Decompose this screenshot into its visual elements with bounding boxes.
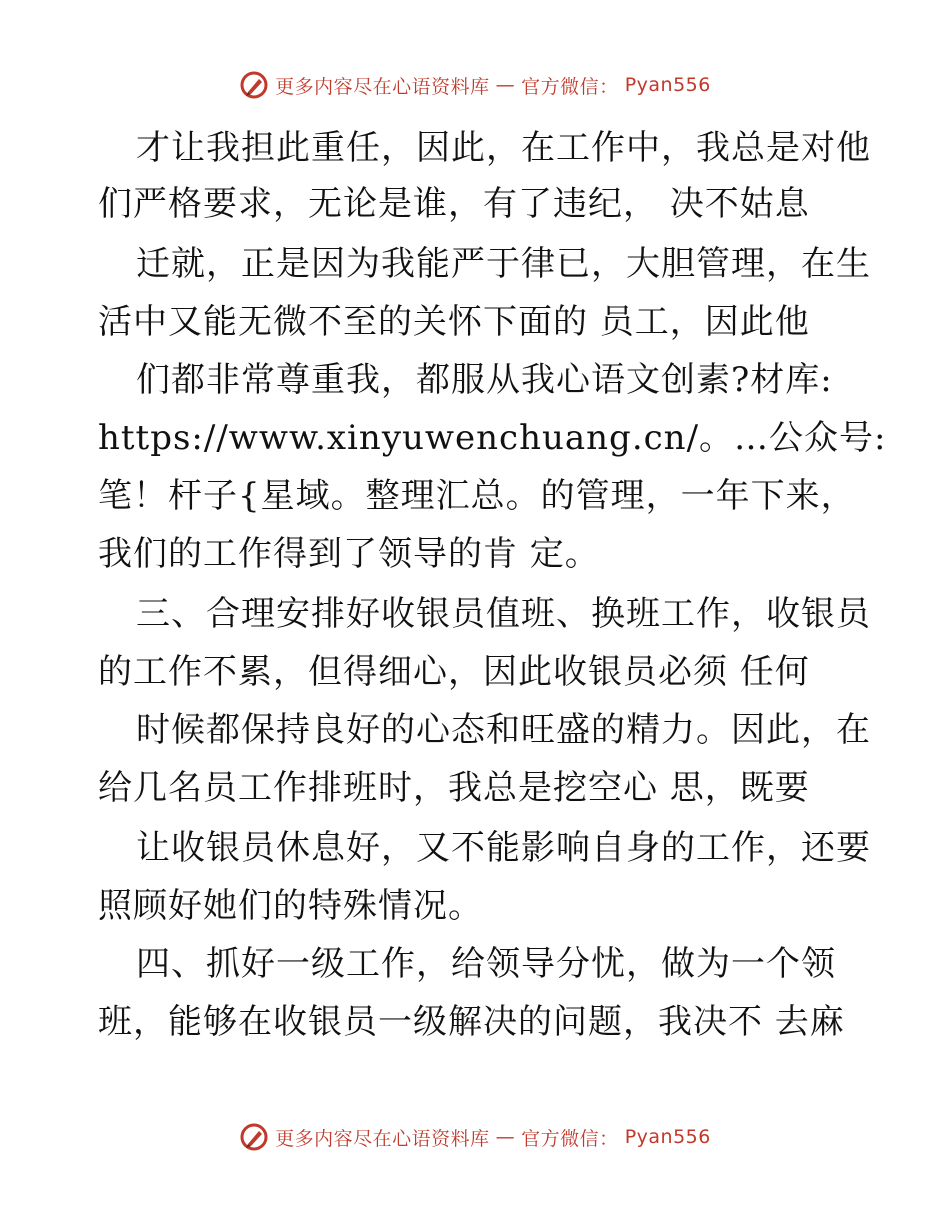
footer-wechat-label: 官方微信：: [521, 1127, 619, 1150]
body-line-4: 活中又能无微不至的关怀下面的 员工，因此他: [98, 302, 810, 342]
body-line-10: 的工作不累，但得细心，因此收银员必须 任何: [98, 652, 810, 692]
body-line-1: 才让我担此重任，因此，在工作中，我总是对他: [136, 128, 871, 168]
header-wechat-label: 官方微信：: [521, 75, 619, 98]
header-wechat-id: Pyan556: [624, 74, 711, 96]
footer-wechat-id: Pyan556: [624, 1126, 711, 1148]
body-line-5: 们都非常尊重我，都服从我心语文创素?材库:: [136, 360, 833, 400]
body-line-8: 我们的工作得到了领导的肯 定。: [98, 534, 600, 574]
page-footer: [0, 1122, 950, 1152]
footer-dash: —: [495, 1126, 516, 1148]
header-brand-text: 更多内容尽在心语资料库: [275, 75, 490, 98]
header-dash: —: [495, 74, 516, 96]
body-line-15: 四、抓好一级工作，给领导分忧，做为一个领: [136, 944, 836, 984]
footer-brand-text: 更多内容尽在心语资料库: [275, 1127, 490, 1150]
body-line-13: 让收银员休息好，又不能影响自身的工作，还要: [136, 828, 871, 868]
body-line-14: 照顾好她们的特殊情况。: [98, 886, 483, 926]
body-line-16: 班，能够在收银员一级解决的问题，我决不 去麻: [98, 1002, 845, 1042]
body-line-12: 给几名员工作排班时，我总是挖空心 思，既要: [98, 768, 810, 808]
body-line-11: 时候都保持良好的心态和旺盛的精力。因此，在: [136, 710, 871, 750]
body-line-2: 们严格要求，无论是谁，有了违纪， 决不姑息: [98, 184, 810, 224]
body-line-3: 迁就，正是因为我能严于律已，大胆管理，在生: [136, 244, 871, 284]
body-line-6: https://www.xinyuwenchuang.cn/。…公众号:: [98, 418, 887, 458]
body-line-7: 笔！杆子{星域。整理汇总。的管理，一年下来，: [98, 476, 856, 516]
pen-circle-icon: [239, 1122, 269, 1152]
body-line-9: 三、合理安排好收银员值班、换班工作，收银员: [136, 594, 871, 634]
